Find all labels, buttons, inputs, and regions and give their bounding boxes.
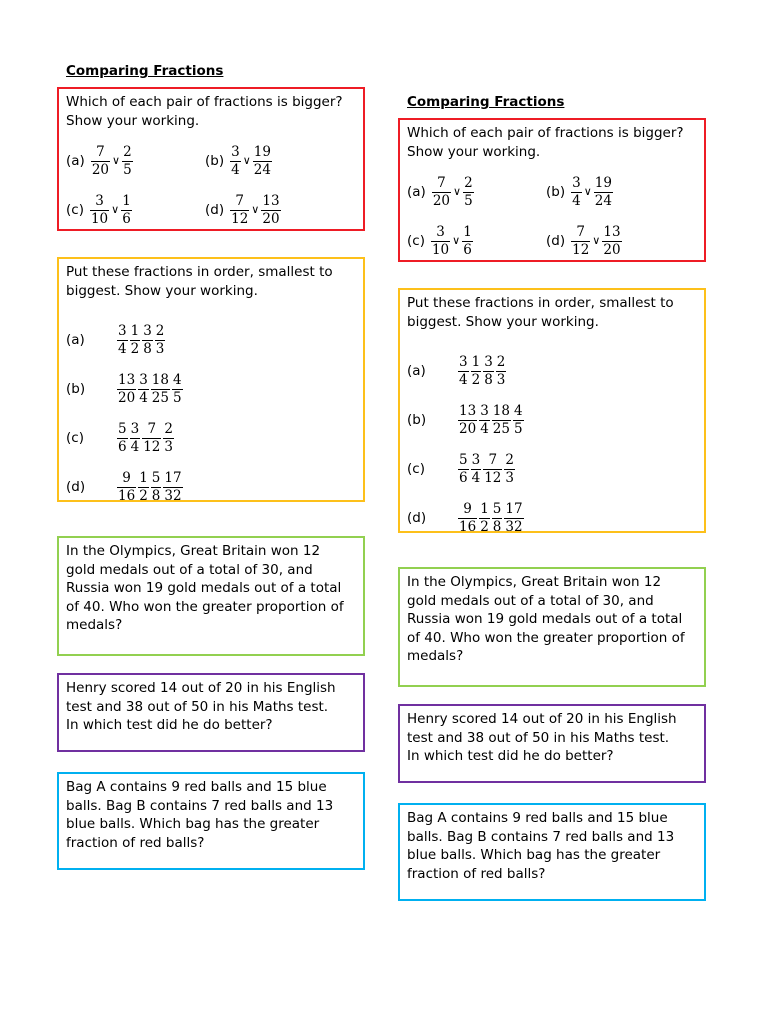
pair-label: (d): [546, 232, 566, 249]
question-line: of 40. Who won the greater proportion of: [407, 629, 685, 646]
order-intro-line: Put these fractions in order, smallest to: [66, 264, 333, 280]
fraction: $\frac{3}{4}$: [130, 420, 140, 455]
question-line: In which test did he do better?: [407, 748, 614, 764]
fraction: $\frac{17}{32}$: [164, 469, 182, 504]
fraction: $\frac{7}{20}$: [432, 174, 450, 209]
compare-intro-line: Which of each pair of fractions is bigger?: [66, 94, 343, 110]
order-intro-line: biggest. Show your working.: [407, 313, 599, 330]
compare-pairs-card: [398, 118, 706, 262]
fraction: $\frac{7}{12}$: [143, 420, 161, 455]
fraction: $\frac{7}{20}$: [91, 143, 109, 178]
comparison-symbol: ∨: [242, 153, 251, 167]
order-set-b: [66, 370, 184, 408]
fraction: $\frac{3}{4}$: [572, 174, 581, 209]
question-line: fraction of red balls?: [407, 865, 546, 882]
question-line: In the Olympics, Great Britain won 12: [407, 574, 662, 590]
compare-row: [407, 172, 614, 212]
set-label: (d): [407, 509, 427, 526]
question-line: Russia won 19 gold medals out of a total: [407, 611, 683, 627]
fraction: $\frac{4}{5}$: [513, 402, 523, 437]
fraction: $\frac{3}{4}$: [231, 143, 240, 178]
fraction: $\frac{1}{6}$: [463, 223, 472, 258]
compare-pair-a: [407, 176, 546, 209]
compare-intro-line: Which of each pair of fractions is bigger?: [407, 125, 684, 141]
order-set-d: [66, 468, 184, 506]
fraction: $\frac{18}{25}$: [151, 371, 169, 406]
order-set-a: [407, 352, 507, 390]
bags-question-card: [57, 772, 365, 870]
fraction: $\frac{3}{4}$: [139, 371, 148, 406]
question-line: medals?: [407, 648, 464, 664]
question-line: gold medals out of a total of 30, and: [407, 592, 654, 609]
pair-label: (a): [407, 183, 426, 200]
set-label: (c): [66, 429, 84, 446]
set-label: (b): [66, 380, 86, 397]
compare-pair-b: [546, 176, 614, 209]
fraction: $\frac{13}{20}$: [603, 223, 621, 258]
question-line: gold medals out of a total of 30, and: [66, 561, 313, 578]
order-set-a: [66, 321, 166, 359]
question-line: medals?: [66, 617, 123, 633]
question-line: blue balls. Which bag has the greater: [407, 847, 661, 863]
question-line: In which test did he do better?: [66, 717, 273, 733]
question-line: test and 38 out of 50 in his Maths test.: [66, 698, 329, 715]
fraction: $\frac{5}{8}$: [151, 469, 161, 504]
order-set-c: [66, 419, 175, 457]
olympics-question-card: [398, 567, 706, 687]
fraction: $\frac{13}{20}$: [459, 402, 477, 437]
fraction: $\frac{3}{8}$: [484, 353, 493, 388]
fraction: $\frac{2}{5}$: [123, 143, 132, 178]
pair-label: (c): [407, 232, 425, 249]
compare-pair-d: [205, 194, 282, 227]
order-fractions-card: [398, 288, 706, 533]
question-line: balls. Bag B contains 7 red balls and 13: [407, 828, 675, 845]
fraction: $\frac{3}{4}$: [459, 353, 468, 388]
order-fractions-card: [57, 257, 365, 502]
fraction: $\frac{19}{24}$: [253, 143, 271, 178]
fraction: $\frac{7}{12}$: [484, 451, 502, 486]
fraction: $\frac{3}{10}$: [90, 192, 109, 227]
compare-row: [407, 221, 623, 261]
fraction: $\frac{1}{2}$: [130, 322, 140, 357]
fraction: $\frac{3}{10}$: [431, 223, 450, 258]
fraction: $\frac{7}{12}$: [231, 192, 249, 227]
pair-label: (b): [205, 152, 225, 169]
fraction: $\frac{3}{4}$: [471, 451, 481, 486]
question-line: blue balls. Which bag has the greater: [66, 816, 320, 832]
fraction: $\frac{2}{5}$: [464, 174, 473, 209]
pair-label: (b): [546, 183, 566, 200]
order-set-c: [407, 450, 516, 488]
set-label: (a): [66, 331, 85, 348]
fraction: $\frac{5}{6}$: [118, 420, 127, 455]
compare-pair-c: [66, 194, 205, 227]
fraction: $\frac{4}{5}$: [172, 371, 182, 406]
compare-pair-b: [205, 145, 273, 178]
comparison-symbol: ∨: [583, 184, 592, 198]
fraction: $\frac{2}{3}$: [505, 451, 514, 486]
order-set-d: [407, 499, 525, 537]
compare-pairs-card: [57, 87, 365, 231]
set-label: (d): [66, 478, 86, 495]
compare-intro-line: Show your working.: [66, 112, 200, 129]
fraction: $\frac{9}{16}$: [118, 469, 136, 504]
question-line: Bag A contains 9 red balls and 15 blue: [66, 779, 327, 795]
fraction: $\frac{1}{2}$: [480, 500, 489, 535]
order-intro-line: biggest. Show your working.: [66, 282, 258, 299]
fraction: $\frac{18}{25}$: [492, 402, 510, 437]
worksheet-copy-left: [57, 0, 365, 1024]
fraction: $\frac{2}{3}$: [496, 353, 506, 388]
question-line: Henry scored 14 out of 20 in his English: [66, 680, 336, 696]
worksheet-title: Comparing Fractions: [407, 94, 565, 110]
question-line: of 40. Who won the greater proportion of: [66, 598, 344, 615]
compare-pair-d: [546, 225, 623, 258]
order-set-b: [407, 401, 525, 439]
compare-intro-line: Show your working.: [407, 143, 541, 160]
fraction: $\frac{1}{2}$: [139, 469, 148, 504]
fraction: $\frac{9}{16}$: [459, 500, 477, 535]
fraction: $\frac{17}{32}$: [505, 500, 523, 535]
henry-question-card: [398, 704, 706, 783]
fraction: $\frac{19}{24}$: [594, 174, 612, 209]
fraction: $\frac{5}{6}$: [459, 451, 468, 486]
fraction: $\frac{3}{4}$: [480, 402, 489, 437]
question-line: Russia won 19 gold medals out of a total: [66, 580, 342, 596]
olympics-question-card: [57, 536, 365, 656]
question-line: Henry scored 14 out of 20 in his English: [407, 711, 677, 727]
set-label: (c): [407, 460, 425, 477]
pair-label: (a): [66, 152, 85, 169]
fraction: $\frac{13}{20}$: [262, 192, 280, 227]
order-intro-line: Put these fractions in order, smallest to: [407, 295, 674, 311]
comparison-symbol: ∨: [112, 153, 121, 167]
fraction: $\frac{13}{20}$: [118, 371, 136, 406]
question-line: fraction of red balls?: [66, 834, 205, 851]
question-line: balls. Bag B contains 7 red balls and 13: [66, 797, 334, 814]
comparison-symbol: ∨: [251, 202, 260, 216]
comparison-symbol: ∨: [452, 233, 461, 247]
comparison-symbol: ∨: [592, 233, 601, 247]
compare-pair-c: [407, 225, 546, 258]
worksheet-title: Comparing Fractions: [66, 63, 224, 79]
pair-label: (d): [205, 201, 225, 218]
fraction: $\frac{2}{3}$: [155, 322, 165, 357]
comparison-symbol: ∨: [453, 184, 462, 198]
bags-question-card: [398, 803, 706, 901]
fraction: $\frac{3}{8}$: [143, 322, 152, 357]
fraction: $\frac{7}{12}$: [572, 223, 590, 258]
compare-row: [66, 190, 282, 230]
worksheet-copy-right: [398, 0, 706, 1024]
fraction: $\frac{5}{8}$: [492, 500, 502, 535]
question-line: Bag A contains 9 red balls and 15 blue: [407, 810, 668, 826]
pair-label: (c): [66, 201, 84, 218]
question-line: In the Olympics, Great Britain won 12: [66, 543, 321, 559]
set-label: (a): [407, 362, 426, 379]
fraction: $\frac{1}{6}$: [122, 192, 131, 227]
question-line: test and 38 out of 50 in his Maths test.: [407, 729, 670, 746]
fraction: $\frac{2}{3}$: [164, 420, 173, 455]
set-label: (b): [407, 411, 427, 428]
fraction: $\frac{3}{4}$: [118, 322, 127, 357]
comparison-symbol: ∨: [111, 202, 120, 216]
henry-question-card: [57, 673, 365, 752]
fraction: $\frac{1}{2}$: [471, 353, 481, 388]
compare-row: [66, 141, 273, 181]
compare-pair-a: [66, 145, 205, 178]
